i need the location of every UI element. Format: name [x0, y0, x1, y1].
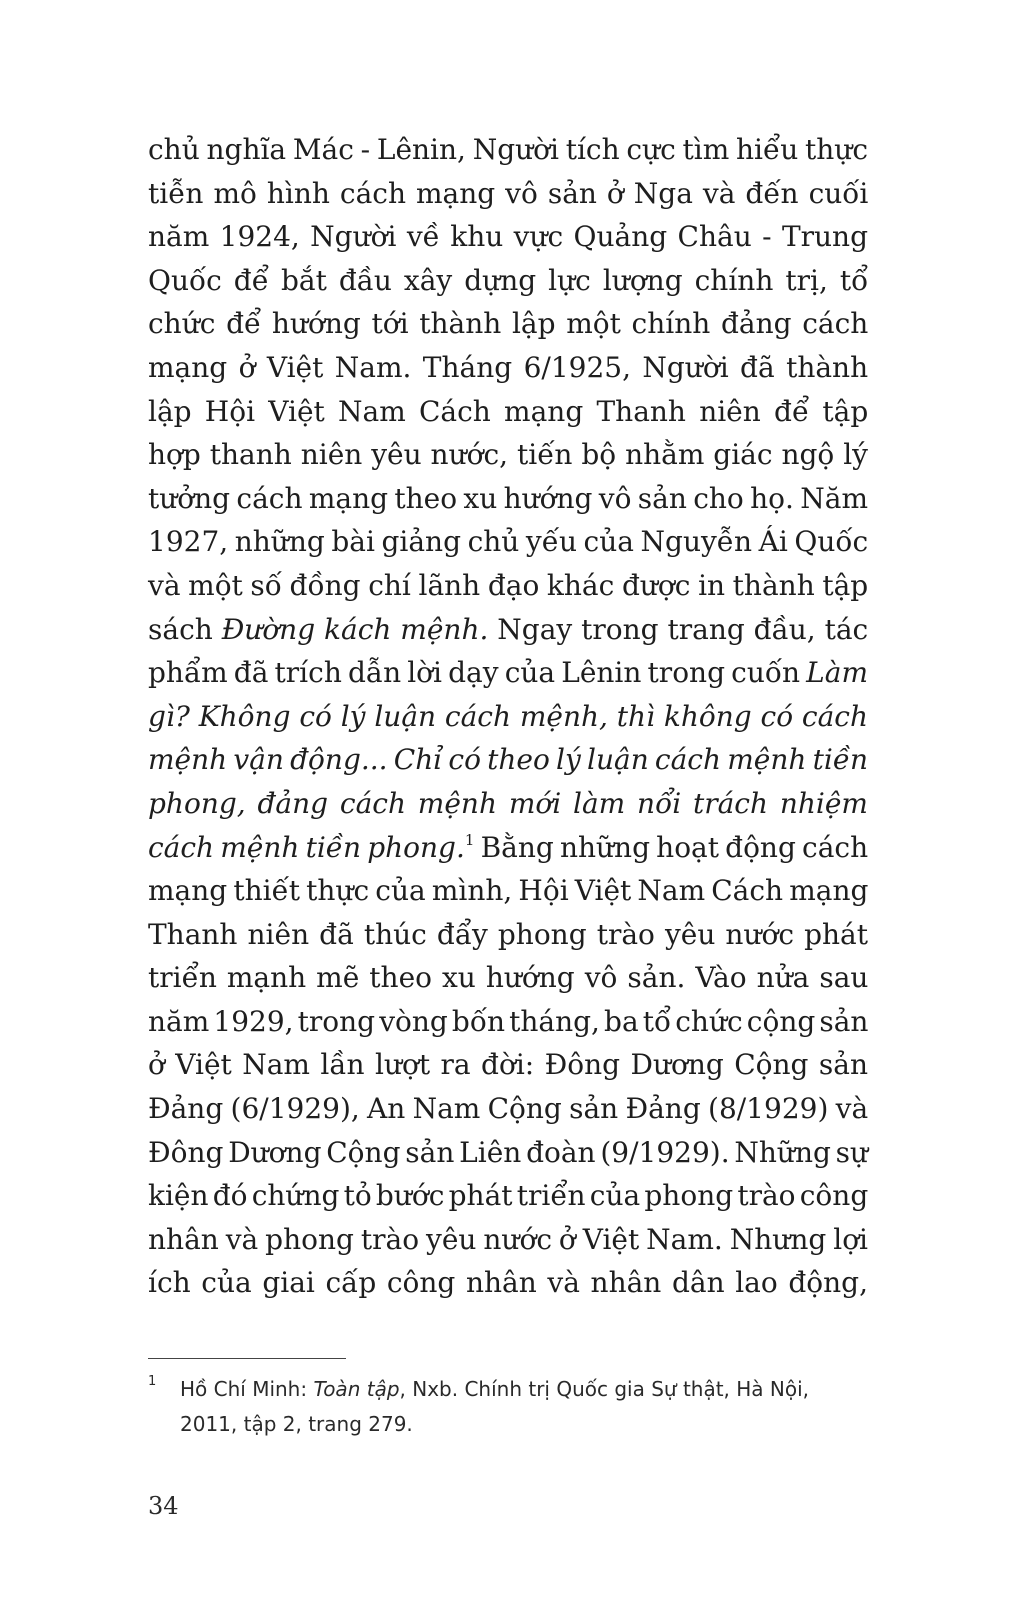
text-line	[148, 1087, 868, 1131]
text-line	[148, 608, 868, 652]
text-segment: Ngay trong trang đầu, tác	[488, 612, 869, 646]
body-paragraph	[148, 128, 868, 1305]
text-line	[148, 1131, 868, 1175]
text-line	[148, 1261, 868, 1305]
text-segment: năm 1924, Người về khu vực Quảng Châu - Trung	[148, 220, 868, 254]
text-segment: Bằng những hoạt động cách	[474, 830, 869, 864]
footnote-publisher: , Nxb. Chính trị Quốc gia Sự thật, Hà Nội,	[399, 1377, 810, 1401]
text-line	[148, 390, 868, 434]
text-segment: phẩm đã trích dẫn lời dạy của Lênin trong cuốn	[148, 656, 807, 690]
text-line	[148, 695, 868, 739]
italic-text: gì? Không có lý luận cách mệnh, thì không có cách	[148, 699, 868, 733]
text-line	[148, 302, 868, 346]
text-line	[148, 738, 868, 782]
page-number: 34	[148, 1492, 179, 1520]
text-segment: mạng thiết thực của mình, Hội Việt Nam Cách mạng	[148, 874, 869, 908]
text-segment: triển mạnh mẽ theo xu hướng vô sản. Vào nửa sau	[148, 961, 869, 995]
footnote-author: Hồ Chí Minh:	[180, 1377, 314, 1401]
text-segment: Quốc để bắt đầu xây dựng lực lượng chính trị, tổ	[148, 263, 869, 297]
text-line	[148, 651, 868, 695]
footnote-line-1	[180, 1372, 872, 1407]
footnote-separator	[148, 1358, 346, 1359]
text-segment: ích của giai cấp công nhân và nhân dân lao động,	[148, 1266, 868, 1300]
footnote-line-2: 2011, tập 2, trang 279.	[180, 1412, 413, 1436]
text-line	[148, 433, 868, 477]
text-segment: kiện đó chứng tỏ bước phát triển của phong trào công	[148, 1179, 869, 1213]
italic-text: mệnh vận động... Chỉ có theo lý luận cách mệnh tiền	[148, 743, 869, 777]
text-line	[148, 128, 868, 172]
footnote-work-title: Toàn tập	[313, 1377, 400, 1401]
text-line	[148, 1174, 868, 1218]
text-line	[148, 477, 868, 521]
text-segment: mạng ở Việt Nam. Tháng 6/1925, Người đã thành	[148, 350, 869, 384]
text-line	[148, 1000, 868, 1044]
text-line	[148, 346, 868, 390]
text-segment: năm 1929, trong vòng bốn tháng, ba tổ chức cộng sản	[148, 1004, 869, 1038]
text-line	[148, 215, 868, 259]
footnote	[148, 1372, 872, 1442]
text-segment: sách	[148, 612, 222, 646]
text-line	[148, 913, 868, 957]
footnote-reference: 1	[464, 830, 475, 849]
italic-text: cách mệnh tiền phong.	[148, 830, 465, 864]
text-segment: ở Việt Nam lần lượt ra đời: Đông Dương Cộng sản	[148, 1048, 868, 1082]
footnote-text	[180, 1372, 872, 1442]
italic-text: Đường kách mệnh.	[221, 612, 489, 646]
text-segment: Đông Dương Cộng sản Liên đoàn (9/1929). Những sự	[148, 1135, 869, 1169]
text-segment: hợp thanh niên yêu nước, tiến bộ nhằm giác ngộ lý	[148, 438, 868, 472]
text-line	[148, 259, 868, 303]
text-line	[148, 1043, 868, 1087]
text-line	[148, 1218, 868, 1262]
text-segment: Thanh niên đã thúc đẩy phong trào yêu nước phát	[148, 917, 868, 951]
text-line	[148, 520, 868, 564]
text-line	[148, 826, 868, 870]
text-segment: và một số đồng chí lãnh đạo khác được in thành tập	[148, 568, 869, 602]
text-line	[148, 869, 868, 913]
text-segment: 1927, những bài giảng chủ yếu của Nguyễn Ái Quốc	[148, 525, 869, 559]
text-segment: chủ nghĩa Mác - Lênin, Người tích cực tìm hiểu thực	[148, 133, 868, 166]
footnote-mark: 1	[148, 1374, 157, 1389]
text-line	[148, 956, 868, 1000]
text-line	[148, 564, 868, 608]
italic-text: phong, đảng cách mệnh mới làm nổi trách nhiệm	[148, 786, 868, 820]
text-segment: chức để hướng tới thành lập một chính đảng cách	[148, 307, 869, 341]
text-line	[148, 172, 868, 216]
text-line	[148, 782, 868, 826]
text-segment: tiễn mô hình cách mạng vô sản ở Nga và đến cuối	[148, 176, 869, 210]
text-segment: nhân và phong trào yêu nước ở Việt Nam. Nhưng lợi	[148, 1222, 868, 1256]
italic-text: Làm	[806, 656, 868, 690]
text-segment: Đảng (6/1929), An Nam Cộng sản Đảng (8/1929) và	[148, 1092, 869, 1126]
text-segment: lập Hội Việt Nam Cách mạng Thanh niên để tập	[148, 394, 869, 428]
text-segment: tưởng cách mạng theo xu hướng vô sản cho họ. Năm	[148, 481, 868, 515]
